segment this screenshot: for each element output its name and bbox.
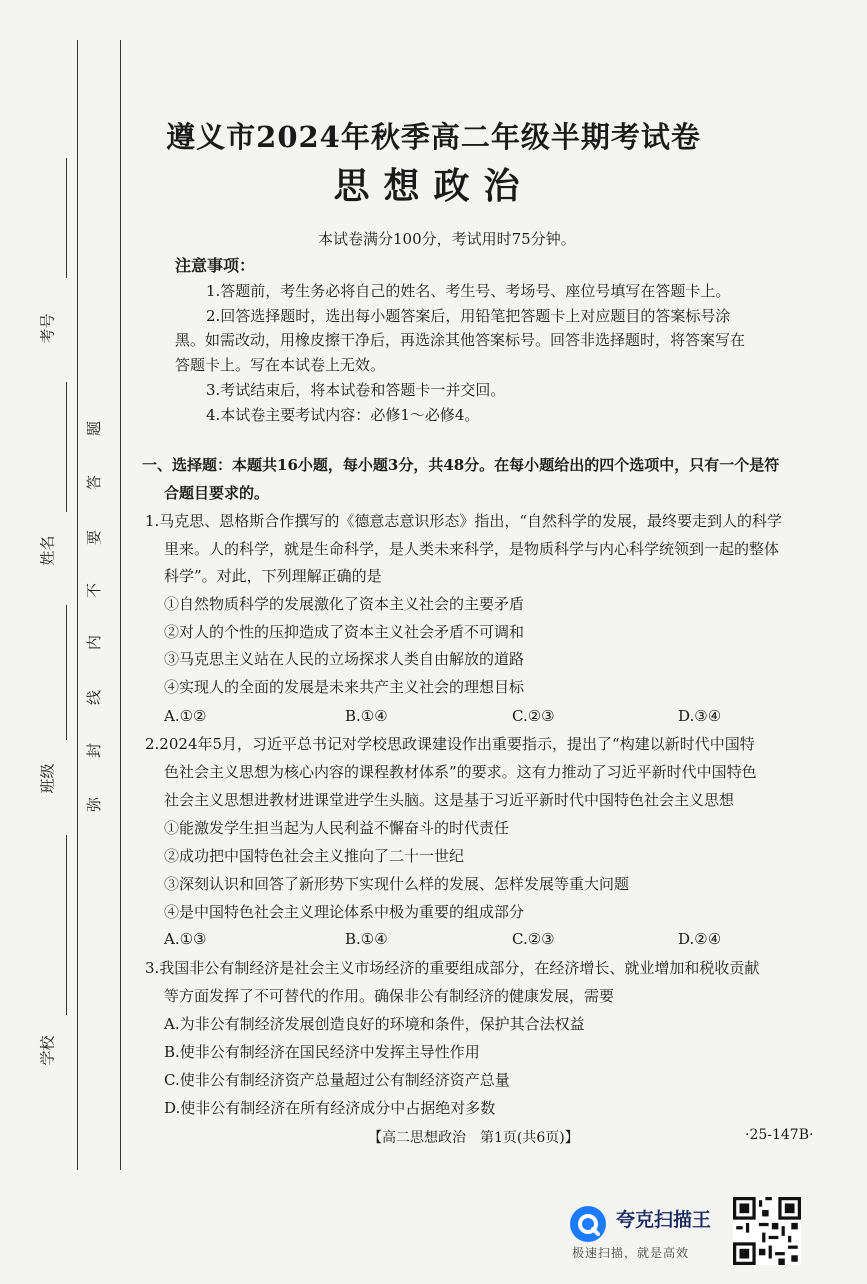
seal-notice-char: 答 [85, 474, 104, 491]
subject-title: 思想政治 [333, 165, 534, 207]
scanner-logo-icon [568, 1204, 608, 1244]
question-stem: 3.我国非公有制经济是社会主义市场经济的重要组成部分，在经济增长、就业增加和税收贡献 [145, 959, 760, 977]
notes-line: 答题卡上。写在本试卷上无效。 [175, 356, 386, 374]
answer-option: A.①③ [164, 930, 207, 948]
question-stem: 里来。人的科学，就是生命科学，是人类未来科学，是物质科学与内心科学统领到一起的整体 [164, 540, 780, 558]
notes-line: 黑。如需改动，用橡皮擦干净后，再选涂其他答案标号。回答非选择题时，将答案写在 [175, 331, 746, 349]
notes-line: 3.考试结束后，将本试卷和答题卡一并交回。 [206, 381, 506, 399]
qr-code-icon [733, 1197, 801, 1265]
field-label-exam-number: 考号 [38, 313, 57, 344]
answer-option: B.使非公有制经济在国民经济中发挥主导性作用 [164, 1043, 480, 1061]
notes-line: 2.回答选择题时，选出每小题答案后，用铅笔把答题卡上对应题目的答案标号涂 [206, 307, 731, 325]
question-stem: 科学”。对此，下列理解正确的是 [164, 567, 382, 585]
statement-item: ④实现人的全面的发展是未来共产主义社会的理想目标 [164, 678, 525, 696]
seal-notice-char: 弥 [85, 796, 104, 813]
seal-notice-char: 封 [85, 742, 104, 759]
notes-heading: 注意事项： [175, 256, 256, 275]
exam-title: 遵义市2024年秋季高二年级半期考试卷 [166, 120, 701, 154]
statement-item: ②成功把中国特色社会主义推向了二十一世纪 [164, 847, 465, 865]
question-stem: 色社会主义思想为核心内容的课程教材体系”的要求。这有力推动了习近平新时代中国特色 [164, 763, 757, 781]
field-label-name: 姓名 [38, 535, 57, 566]
seal-notice-char: 要 [85, 529, 104, 546]
exam-info: 本试卷满分100分，考试用时75分钟。 [318, 230, 576, 248]
statement-item: ①能激发学生担当起为人民利益不懈奋斗的时代责任 [164, 819, 510, 837]
question-stem: 2.2024年5月，习近平总书记对学校思政课建设作出重要指示，提出了“构建以新时代中国特 [145, 735, 755, 753]
paper-code: ·25-147B· [745, 1127, 814, 1143]
notes-line: 4.本试卷主要考试内容：必修1～必修4。 [206, 406, 480, 424]
answer-option: D.②④ [678, 930, 722, 948]
seal-notice-char: 题 [85, 420, 104, 437]
section-heading-cont: 合题目要求的。 [164, 484, 270, 502]
scanner-slogan: 极速扫描，就是高效 [572, 1246, 690, 1260]
seal-notice-char: 线 [85, 689, 104, 706]
statement-item: ②对人的个性的压抑造成了资本主义社会矛盾不可调和 [164, 623, 525, 641]
scanner-app-name: 夸克扫描王 [616, 1209, 712, 1231]
statement-item: ③深刻认识和回答了新形势下实现什么样的发展、怎样发展等重大问题 [164, 875, 630, 893]
binding-line-outer [77, 40, 78, 1170]
answer-option: D.③④ [678, 707, 722, 725]
answer-option: B.①④ [345, 707, 388, 725]
answer-option: C.②③ [512, 930, 555, 948]
section-heading: 一、选择题：本题共16小题，每小题3分，共48分。在每小题给出的四个选项中，只有一个是符 [142, 456, 780, 474]
seal-notice-char: 内 [85, 634, 104, 651]
statement-item: ①自然物质科学的发展激化了资本主义社会的主要矛盾 [164, 595, 525, 613]
answer-option: C.②③ [512, 707, 555, 725]
field-label-class: 班级 [38, 763, 57, 794]
question-stem: 1.马克思、恩格斯合作撰写的《德意志意识形态》指出，“自然科学的发展，最终要走到人的科学 [145, 512, 782, 530]
notes-line: 1.答题前，考生务必将自己的姓名、考生号、考场号、座位号填写在答题卡上。 [206, 282, 731, 300]
seal-notice-char: 不 [85, 582, 104, 599]
question-stem: 社会主义思想进教材进课堂进学生头脑。这是基于习近平新时代中国特色社会主义思想 [164, 791, 735, 809]
statement-item: ④是中国特色社会主义理论体系中极为重要的组成部分 [164, 903, 525, 921]
answer-option: A.①② [164, 707, 207, 725]
question-stem: 等方面发挥了不可替代的作用。确保非公有制经济的健康发展，需要 [164, 987, 615, 1005]
statement-item: ③马克思主义站在人民的立场探求人类自由解放的道路 [164, 650, 525, 668]
answer-option: B.①④ [345, 930, 388, 948]
page-footer: 【高二思想政治 第1页(共6页)】 [368, 1130, 579, 1146]
answer-option: A.为非公有制经济发展创造良好的环境和条件，保护其合法权益 [164, 1015, 585, 1033]
binding-line-inner [120, 40, 121, 1170]
field-label-school: 学校 [38, 1035, 57, 1066]
answer-option: D.使非公有制经济在所有经济成分中占据绝对多数 [164, 1099, 496, 1117]
answer-option: C.使非公有制经济资产总量超过公有制经济资产总量 [164, 1071, 510, 1089]
